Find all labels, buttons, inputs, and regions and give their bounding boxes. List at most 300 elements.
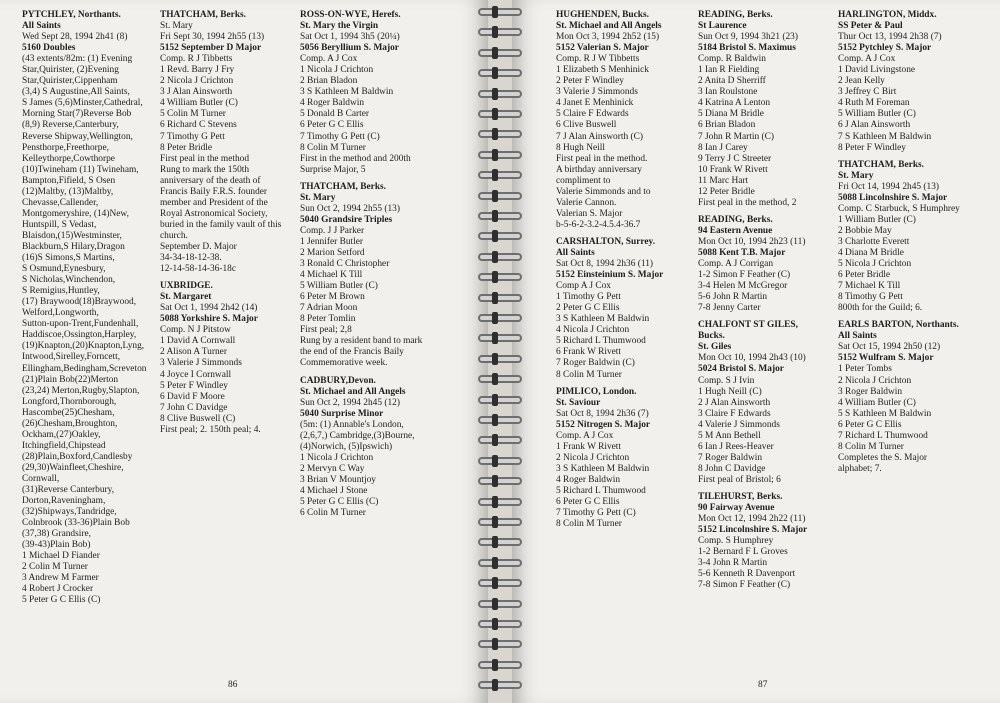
peal-heading-line: St. Giles: [698, 342, 732, 353]
peal-text-line: 2 Jean Kelly: [838, 76, 885, 87]
peal-text-line: Comp. R Baldwin: [698, 54, 766, 65]
peal-heading-line: 5152 September D Major: [160, 43, 262, 54]
peal-text-line: 2 Anita D Sherriff: [698, 76, 766, 87]
peal-text-line: 5 Richard L Thumwood: [556, 336, 646, 347]
spiral-coil-icon: [478, 640, 522, 648]
peal-text-line: 1 Revd. Barry J Fry: [160, 65, 235, 76]
peal-heading-line: READING, Berks.: [698, 10, 773, 20]
peal-text-line: (5m: (1) Annable's London,: [300, 419, 404, 430]
peal-text-line: Cornwall,: [22, 473, 60, 484]
peal-text-line: 1 Michael D Fiander: [22, 551, 100, 562]
left-column-1: [22, 10, 162, 607]
peal-text-line: Commemorative week.: [300, 358, 388, 369]
peal-text-line: 6 Ian J Rees-Heaver: [698, 441, 774, 452]
peal-heading-line: 5088 Kent T.B. Major: [698, 247, 786, 258]
peal-text-line: Mon Oct 3, 1994 2h52 (15): [556, 32, 660, 43]
peal-text-line: Pensthorpe,Freethorpe,: [22, 142, 109, 153]
peal-text-line: 1 Nicola J Crichton: [300, 65, 374, 76]
peal-text-line: (19)Knapton,(20)Knapton,Lyng,: [22, 341, 145, 352]
peal-text-line: 6 Peter G C Ellis: [300, 120, 364, 131]
peal-text-line: 5 Peter G C Ellis (C): [300, 497, 379, 508]
peal-text-line: 4 Roger Baldwin: [556, 474, 621, 485]
peal-text-line: 4 Roger Baldwin: [300, 98, 365, 109]
peal-text-line: 2 Marion Setford: [300, 247, 365, 258]
peal-text-line: 1 Frank W Rivett: [556, 441, 622, 452]
peal-heading-line: St. Margaret: [160, 292, 212, 303]
peal-heading-line: St. Michael and All Angels: [300, 386, 406, 397]
peal-text-line: Sun Oct 2, 1994 2h55 (13): [300, 203, 400, 214]
peal-text-line: 6 Peter G C Ellis: [556, 497, 620, 508]
spiral-coil-icon: [478, 273, 522, 281]
peal-text-line: 3 Roger Baldwin: [838, 386, 903, 397]
peal-text-line: 5 William Butler (C): [838, 109, 916, 120]
peal-text-line: Comp. A J Cox: [838, 54, 896, 65]
peal-heading-line: HARLINGTON, Middx.: [838, 10, 937, 20]
peal-text-line: 5 Richard L Thumwood: [556, 485, 646, 496]
peal-text-line: 2 Peter G C Ellis: [556, 303, 620, 314]
peal-text-line: 2 Nicola J Crichton: [838, 375, 912, 386]
peal-text-line: 6 Clive Buswell: [556, 120, 617, 131]
peal-text-line: 1 David A Cornwall: [160, 336, 236, 347]
peal-text-line: 7 Adrian Moon: [300, 303, 358, 314]
peal-text-line: 8 John C Davidge: [698, 463, 766, 474]
peal-text-line: 8 Peter F Windley: [838, 142, 906, 153]
peal-text-line: 2 Alison A Turner: [160, 347, 227, 358]
left-page: [0, 0, 488, 703]
peal-text-line: (29,30)Wainfleet,Cheshire,: [22, 462, 124, 473]
spiral-coil-icon: [478, 8, 522, 16]
peal-text-line: 3 Valerie J Simmonds: [160, 358, 242, 369]
peal-heading-line: 5152 Wulfram S. Major: [838, 353, 934, 364]
peal-text-line: 3 Claire F Edwards: [698, 408, 771, 419]
peal-text-line: (21)Plain Bob(22)Merton: [22, 374, 119, 385]
peal-text-line: Dorton,Raveningham,: [22, 496, 106, 507]
peal-heading-line: 5152 Lincolnshire S. Major: [698, 525, 808, 536]
spiral-coil-icon: [478, 436, 522, 444]
spiral-coil-icon: [478, 375, 522, 383]
peal-text-line: 4 Ruth M Foreman: [838, 98, 910, 109]
peal-text-line: Rung by a resident band to mark: [300, 336, 423, 347]
peal-text-line: (37,38) Grandsire,: [22, 529, 91, 540]
peal-heading-line: THATCHAM, Berks.: [160, 10, 247, 20]
left-column-3: [300, 10, 460, 519]
peal-text-line: Hascombe(25)Chesham,: [22, 407, 115, 418]
peal-text-line: 9 Terry J C Streeter: [698, 153, 772, 164]
peal-heading-line: All Saints: [22, 21, 61, 32]
peal-text-line: 800th for the Guild; 6.: [838, 303, 923, 314]
peal-text-line: 4 Michael J Stone: [300, 485, 368, 496]
peal-text-line: First in the method and 200th: [300, 153, 411, 164]
peal-heading-line: UXBRIDGE.: [160, 281, 213, 292]
peal-text-line: 3-4 Helen M McGregor: [698, 281, 788, 292]
peal-text-line: b-5-6-2-3.2-4.5.4-36.7: [556, 219, 641, 230]
peal-text-line: S James (5,6)Minster,Cathedral,: [22, 98, 143, 109]
peal-text-line: 5 S Kathleen M Baldwin: [838, 408, 932, 419]
peal-text-line: Completes the S. Major: [838, 452, 928, 463]
peal-text-line: Valerie Simmonds and to: [556, 186, 651, 197]
peal-heading-line: St Laurence: [698, 21, 747, 32]
peal-text-line: 3 S Kathleen M Baldwin: [556, 463, 650, 474]
spiral-coil-icon: [478, 518, 522, 526]
peal-text-line: Sun Oct 2, 1994 2h45 (12): [300, 397, 400, 408]
peal-text-line: Sutton-upon-Trent,Fundenhall,: [22, 319, 139, 330]
peal-text-line: Valerian S. Major: [556, 208, 623, 219]
peal-text-line: 2 Nicola J Crichton: [556, 452, 630, 463]
peal-text-line: 1 Jennifer Butler: [300, 236, 364, 247]
spiral-coil-icon: [478, 90, 522, 98]
right-column-2: [698, 10, 838, 591]
peal-text-line: Thur Oct 13, 1994 2h38 (7): [838, 32, 942, 43]
peal-text-line: church.: [160, 230, 188, 241]
peal-text-line: 4 Katrina A Lenton: [698, 98, 771, 109]
peal-text-line: 6 Brian Bladon: [698, 120, 756, 131]
peal-heading-line: EARLS BARTON, Northants.: [838, 320, 959, 331]
peal-text-line: Surprise Major, 5: [300, 164, 366, 175]
peal-text-line: 8 Peter Tomlin: [300, 314, 356, 325]
peal-text-line: 7 Timothy G Pett: [160, 131, 225, 142]
peal-text-line: Sun Oct 9, 1994 3h21 (23): [698, 32, 798, 43]
peal-heading-line: CADBURY,Devon.: [300, 375, 376, 386]
peal-text-line: (2,6,7,) Cambridge,(3)Bourne,: [300, 430, 415, 441]
spiral-coil-icon: [478, 334, 522, 342]
peal-text-line: (16)S Simons,S Martins,: [22, 253, 115, 264]
peal-text-line: St. Mary: [160, 21, 193, 32]
peal-text-line: Comp. R J Tibbetts: [160, 54, 233, 65]
peal-heading-line: PYTCHLEY, Northants.: [22, 10, 121, 20]
spiral-coil-icon: [478, 355, 522, 363]
spiral-coil-icon: [478, 294, 522, 302]
peal-text-line: 1 David Livingstone: [838, 65, 916, 76]
right-column-1: [556, 10, 698, 530]
peal-heading-line: All Saints: [556, 247, 595, 258]
spiral-coil-icon: [478, 49, 522, 57]
peal-text-line: Haddiscoe,Ossington,Harpley,: [22, 330, 137, 341]
peal-text-line: Kelleythorpe,Cowthorpe: [22, 153, 115, 164]
peal-text-line: 7 Richard L Thumwood: [838, 430, 928, 441]
spiral-coil-icon: [478, 212, 522, 220]
peal-text-line: 8 Hugh Neill: [556, 142, 605, 153]
right-page: [512, 0, 1000, 703]
peal-text-line: 3 J Alan Ainsworth: [160, 87, 233, 98]
peal-text-line: 2 J Alan Ainsworth: [698, 397, 771, 408]
peal-text-line: 3 S Kathleen M Baldwin: [300, 87, 394, 98]
peal-text-line: (12)Maltby, (13)Maltby,: [22, 186, 114, 197]
spiral-coil-icon: [478, 538, 522, 546]
peal-text-line: Comp. A J Corrigan: [698, 259, 774, 270]
peal-text-line: Sat Oct 1, 1994 3h5 (20¼): [300, 32, 400, 43]
peal-text-line: Francis Baily F.R.S. founder: [160, 186, 268, 197]
peal-text-line: 5 Peter F Windley: [160, 380, 228, 391]
peal-heading-line: St. Mary: [838, 170, 874, 181]
peal-text-line: alphabet; 7.: [838, 463, 882, 474]
peal-text-line: (43 extents/82m: (1) Evening: [22, 54, 133, 65]
peal-text-line: Huntspill, S Vedast,: [22, 219, 97, 230]
peal-text-line: 8 Ian J Carey: [698, 142, 748, 153]
peal-text-line: 5 Nicola J Crichton: [838, 259, 912, 270]
peal-text-line: 6 David F Moore: [160, 391, 225, 402]
peal-heading-line: 5184 Bristol S. Maximus: [698, 43, 796, 54]
peal-text-line: 2 Brian Bladon: [300, 76, 358, 87]
peal-text-line: Star,Quirister,Cippenham: [22, 76, 118, 87]
spiral-coil-icon: [478, 620, 522, 628]
peal-heading-line: ROSS-ON-WYE, Herefs.: [300, 10, 401, 20]
peal-text-line: First peal in the method: [160, 153, 250, 164]
spiral-coil-icon: [478, 232, 522, 240]
peal-heading-line: 5040 Surprise Minor: [300, 408, 384, 419]
peal-text-line: 3 Brian V Mountjoy: [300, 474, 376, 485]
peal-text-line: 5 Diana M Bridle: [698, 109, 764, 120]
right-column-3: [838, 10, 998, 475]
peal-text-line: 3 Charlotte Everett: [838, 236, 910, 247]
peal-text-line: S Osmund,Eynesbury,: [22, 264, 106, 275]
peal-text-line: Colnbrook (33-36)Plain Bob: [22, 518, 130, 529]
peal-text-line: 5 Colin M Turner: [160, 109, 226, 120]
spiral-coil-icon: [478, 151, 522, 159]
peal-text-line: Ellingham,Bedingham,Screveton: [22, 363, 147, 374]
peal-heading-line: St. Mary: [300, 192, 336, 203]
peal-text-line: 8 Colin M Turner: [556, 519, 622, 530]
spiral-coil-icon: [478, 681, 522, 689]
peal-text-line: 1-2 Simon F Feather (C): [698, 270, 791, 281]
spiral-coil-icon: [478, 579, 522, 587]
peal-text-line: Star,Quirister, (2)Evening: [22, 65, 119, 76]
peal-text-line: 5 M Ann Bethell: [698, 430, 761, 441]
peal-text-line: Comp. S Humphrey: [698, 536, 774, 547]
page-number-left: 86: [228, 680, 238, 690]
peal-text-line: 8 Colin M Turner: [300, 142, 366, 153]
peal-heading-line: 5160 Doubles: [22, 43, 76, 54]
peal-text-line: S Nicholas,Winchendon,: [22, 275, 116, 286]
peal-heading-line: THATCHAM, Berks.: [300, 181, 387, 192]
peal-text-line: 4 William Butler (C): [838, 397, 916, 408]
peal-text-line: 7 Timothy G Pett (C): [556, 508, 636, 519]
peal-text-line: member and President of the: [160, 197, 268, 208]
peal-text-line: 1 Hugh Neill (C): [698, 386, 762, 397]
peal-text-line: First peal in the method, 2: [698, 197, 797, 208]
peal-text-line: 6 Peter Bridle: [838, 270, 891, 281]
peal-text-line: Reverse Shipway,Wellington,: [22, 131, 133, 142]
peal-text-line: 1 William Butler (C): [838, 214, 916, 225]
peal-text-line: 5 Donald B Carter: [300, 109, 369, 120]
peal-text-line: 4 Robert J Crocker: [22, 584, 94, 595]
peal-text-line: (39-43)Plain Bob): [22, 540, 91, 551]
peal-text-line: Mon Oct 10, 1994 2h43 (10): [698, 353, 806, 364]
peal-text-line: 5-6 John R Martin: [698, 292, 768, 303]
peal-text-line: 5 Claire F Edwards: [556, 109, 629, 120]
page-number-right: 87: [758, 680, 768, 690]
peal-text-line: 2 Bobbie May: [838, 225, 892, 236]
peal-text-line: Sat Oct 15, 1994 2h50 (12): [838, 342, 941, 353]
peal-heading-line: 5152 Valerian S. Major: [556, 43, 649, 54]
peal-text-line: Comp. R J W Tibbetts: [556, 54, 640, 65]
peal-heading-line: SS Peter & Paul: [838, 21, 903, 32]
peal-text-line: First peal; 2,8: [300, 325, 352, 336]
peal-text-line: 5 William Butler (C): [300, 281, 378, 292]
spiral-coil-icon: [478, 600, 522, 608]
peal-text-line: Longford,Thornborough,: [22, 396, 117, 407]
peal-text-line: Comp. J J Parker: [300, 225, 365, 236]
peal-text-line: 4 William Butler (C): [160, 98, 238, 109]
peal-text-line: Bampton,Fifield, S Osen: [22, 175, 116, 186]
peal-heading-line: 5152 Pytchley S. Major: [838, 43, 932, 54]
peal-text-line: Ockham,(27)Oakley,: [22, 429, 101, 440]
left-column-2: [160, 10, 300, 436]
peal-text-line: 4 Joyce I Cornwall: [160, 369, 232, 380]
peal-text-line: Itchingfield,Chipstead: [22, 440, 106, 451]
peal-heading-line: 5152 Einsteinium S. Major: [556, 270, 664, 281]
peal-heading-line: PIMLICO, London.: [556, 386, 637, 397]
peal-text-line: 4 Valerie J Simmonds: [698, 419, 780, 430]
spiral-coil-icon: [478, 661, 522, 669]
peal-text-line: Chevasse,Callender,: [22, 197, 99, 208]
peal-text-line: First peal in the method.: [556, 153, 648, 164]
spiral-binding: [488, 0, 512, 703]
peal-text-line: 7 S Kathleen M Baldwin: [838, 131, 932, 142]
peal-text-line: Comp. C Starbuck, S Humphrey: [838, 203, 960, 214]
peal-text-line: Comp. A J Cox: [300, 54, 358, 65]
peal-text-line: Sat Oct 1, 1994 2h42 (14): [160, 303, 258, 314]
peal-text-line: anniversary of the death of: [160, 175, 261, 186]
peal-text-line: 7 Roger Baldwin: [698, 452, 763, 463]
peal-text-line: Wed Sept 28, 1994 2h41 (8): [22, 32, 128, 43]
peal-heading-line: 90 Fairway Avenue: [698, 503, 775, 514]
peal-heading-line: HUGHENDEN, Bucks.: [556, 10, 649, 20]
spiral-coil-icon: [478, 28, 522, 36]
peal-text-line: 6 Richard C Stevens: [160, 120, 237, 131]
peal-heading-line: St. Michael and All Angels: [556, 21, 662, 32]
peal-text-line: 4 Michael K Till: [300, 270, 363, 281]
peal-text-line: 7-8 Simon F Feather (C): [698, 580, 791, 591]
peal-text-line: Comp. A J Cox: [556, 430, 614, 441]
peal-text-line: 12-14-58-14-36-18c: [160, 264, 237, 275]
spiral-coil-icon: [478, 457, 522, 465]
peal-text-line: 3 Ian Roulstone: [698, 87, 758, 98]
peal-text-line: 8 Colin M Turner: [838, 441, 904, 452]
spiral-coil-icon: [478, 69, 522, 77]
peal-text-line: 6 J Alan Ainsworth: [838, 120, 911, 131]
peal-text-line: Welford,Longworth,: [22, 308, 99, 319]
peal-heading-line: 5040 Grandsire Triples: [300, 214, 393, 225]
peal-text-line: 8 Clive Buswell (C): [160, 413, 236, 424]
peal-text-line: 6 Peter G C Ellis: [838, 419, 902, 430]
peal-text-line: 7 John R Martin (C): [698, 131, 775, 142]
peal-text-line: Rung to mark the 150th: [160, 164, 250, 175]
peal-text-line: (3,4) S Augustine,All Saints,: [22, 87, 130, 98]
spiral-coil-icon: [478, 314, 522, 322]
peal-text-line: 1 Timothy G Pett: [556, 292, 621, 303]
peal-text-line: 2 Mervyn C Way: [300, 463, 365, 474]
peal-text-line: 4 Diana M Bridle: [838, 247, 904, 258]
peal-text-line: S Remigius,Huntley,: [22, 286, 100, 297]
peal-text-line: Royal Astronomical Society,: [160, 208, 268, 219]
peal-text-line: 7 John C Davidge: [160, 402, 228, 413]
peal-heading-line: 94 Eastern Avenue: [698, 225, 773, 236]
peal-text-line: Mon Oct 12, 1994 2h22 (11): [698, 514, 806, 525]
peal-text-line: 10 Frank W Rivett: [698, 164, 768, 175]
peal-text-line: 8 Colin M Turner: [556, 369, 622, 380]
peal-text-line: (10)Twineham (11) Twineham,: [22, 164, 139, 175]
peal-heading-line: St. Mary the Virgin: [300, 21, 379, 32]
peal-text-line: 1 Nicola J Crichton: [300, 452, 374, 463]
peal-text-line: Fri Sept 30, 1994 2h55 (13): [160, 32, 265, 43]
peal-text-line: 7 Michael K Till: [838, 281, 901, 292]
peal-text-line: compliment to: [556, 175, 611, 186]
peal-text-line: Fri Oct 14, 1994 2h45 (13): [838, 181, 940, 192]
peal-text-line: 4 Nicola J Crichton: [556, 325, 630, 336]
spiral-coil-icon: [478, 498, 522, 506]
spiral-coil-icon: [478, 253, 522, 261]
peal-heading-line: THATCHAM, Berks.: [838, 159, 925, 170]
peal-text-line: (31)Reverse Canterbury,: [22, 485, 115, 496]
peal-heading-line: CHALFONT ST GILES,: [698, 320, 798, 331]
peal-heading-line: TILEHURST, Berks.: [698, 491, 783, 502]
peal-text-line: 7 Roger Baldwin (C): [556, 358, 635, 369]
peal-text-line: 2 Nicola J Crichton: [160, 76, 234, 87]
peal-text-line: 3 S Kathleen M Baldwin: [556, 314, 650, 325]
peal-heading-line: 5088 Lincolnshire S. Major: [838, 192, 948, 203]
peal-text-line: 6 Peter M Brown: [300, 292, 365, 303]
peal-text-line: 2 Peter F Windley: [556, 76, 624, 87]
peal-text-line: 5-6 Kenneth R Davenport: [698, 569, 796, 580]
peal-text-line: 8 Peter Bridle: [160, 142, 213, 153]
peal-text-line: 34-34-18-12-38.: [160, 253, 222, 264]
peal-text-line: A birthday anniversary: [556, 164, 642, 175]
peal-text-line: (23,24) Merton,Rugby,Slapton,: [22, 385, 140, 396]
peal-text-line: Morning Star(7)Reverse Bob: [22, 109, 132, 120]
peal-text-line: 6 Colin M Turner: [300, 508, 366, 519]
peal-text-line: 7 J Alan Ainsworth (C): [556, 131, 643, 142]
peal-text-line: 3 Jeffrey C Birt: [838, 87, 897, 98]
peal-text-line: 12 Peter Bridle: [698, 186, 755, 197]
peal-text-line: Intwood,Sirelley,Forncett,: [22, 352, 121, 363]
peal-text-line: 7-8 Jenny Carter: [698, 303, 761, 314]
peal-text-line: (8,9) Reverse,Canterbury,: [22, 120, 119, 131]
peal-heading-line: 5152 Nitrogen S. Major: [556, 419, 651, 430]
peal-heading-line: 5024 Bristol S. Major: [698, 364, 784, 375]
peal-text-line: 1-2 Bernard F L Groves: [698, 547, 788, 558]
peal-text-line: Sat Oct 8, 1994 2h36 (7): [556, 408, 649, 419]
peal-text-line: Comp A J Cox: [556, 281, 611, 292]
peal-text-line: 1 Peter Tombs: [838, 364, 892, 375]
spiral-coil-icon: [478, 559, 522, 567]
peal-text-line: Comp. N J Pitstow: [160, 325, 231, 336]
peal-text-line: (32)Shipways,Tandridge,: [22, 507, 117, 518]
peal-text-line: September D. Major: [160, 241, 237, 252]
spiral-coil-icon: [478, 396, 522, 404]
peal-text-line: 1 Elizabeth S Menhinick: [556, 65, 649, 76]
peal-text-line: 4 Janet E Menhinick: [556, 98, 634, 109]
peal-text-line: 7 Timothy G Pett (C): [300, 131, 380, 142]
peal-heading-line: READING, Berks.: [698, 214, 773, 225]
spiral-coil-icon: [478, 130, 522, 138]
peal-text-line: the end of the Francis Baily: [300, 347, 404, 358]
peal-text-line: 3 Andrew M Farmer: [22, 573, 99, 584]
peal-text-line: 3 Valerie J Simmonds: [556, 87, 638, 98]
peal-text-line: Sat Oct 8, 1994 2h36 (11): [556, 259, 654, 270]
spiral-coil-icon: [478, 477, 522, 485]
spiral-coil-icon: [478, 416, 522, 424]
peal-text-line: First peal of Bristol; 6: [698, 474, 781, 485]
peal-text-line: (28)Plain,Boxford,Candlesby: [22, 451, 133, 462]
spiral-coil-icon: [478, 192, 522, 200]
peal-text-line: 6 Frank W Rivett: [556, 347, 622, 358]
peal-text-line: (17) Braywood(18)Braywood,: [22, 297, 137, 308]
peal-text-line: Mon Oct 10, 1994 2h23 (11): [698, 236, 806, 247]
peal-text-line: 1 Ian R Fielding: [698, 65, 760, 76]
peal-text-line: 8 Timothy G Pett: [838, 292, 903, 303]
peal-text-line: 11 Marc Hart: [698, 175, 749, 186]
peal-text-line: Valerie Cannon.: [556, 197, 617, 208]
